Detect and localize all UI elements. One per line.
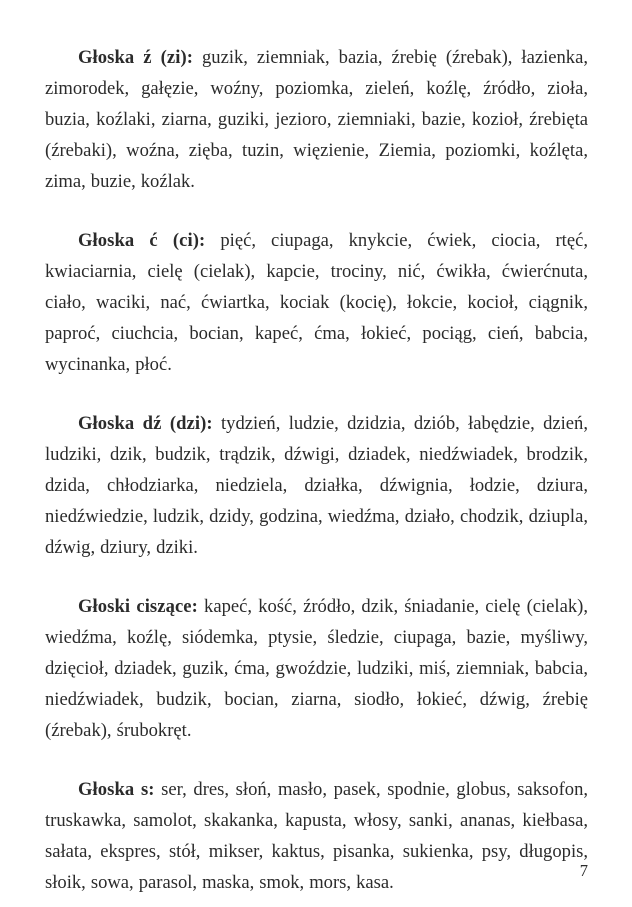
paragraph-body: ser, dres, słoń, masło, pasek, spodnie, globus, saksofon, truskawka, samolot, skakanka, kapusta, włosy, sanki, ananas, kiełbasa, sałata, ekspres, stół, mikser, kaktus, pisanka, sukienka, psy, długopis, słoik, sowa, parasol, maska, smok, mors, kasa. xyxy=(45,779,589,893)
paragraph-gloski-ciszace xyxy=(45,591,588,746)
paragraph-lead-in: Głoski ciszące: xyxy=(78,596,198,617)
paragraph-lead-in: Głoska ć (ci): xyxy=(78,230,206,251)
paragraph-gloska-dzi xyxy=(45,408,588,563)
paragraph-gloska-ci xyxy=(45,225,588,380)
paragraph-body: tydzień, ludzie, dzidzia, dziób, łabędzie, dzień, ludziki, dzik, budzik, trądzik, dźwigi, dziadek, niedźwiadek, brodzik, dzida, chłodziarka, niedziela, działka, dźwignia, łodzie, dziura, niedźwiedzie, ludzik, dzidy, godzina, wiedźma, działo, chodzik, dziupla, dźwig, dziury, dziki. xyxy=(45,413,588,558)
page-number: 7 xyxy=(579,860,588,880)
paragraph-lead-in: Głoska dź (dzi): xyxy=(78,413,213,434)
paragraph-body: kapeć, kość, źródło, dzik, śniadanie, cielę (cielak), wiedźma, koźlę, siódemka, ptysie, śledzie, ciupaga, bazie, myśliwy, dzięcioł, dziadek, guzik, ćma, gwoździe, ludziki, miś, ziemniak, babcia, niedźwiadek, budzik, bocian, ziarna, siodło, łokieć, dźwig, źrebię (źrebak), śrubokręt. xyxy=(45,596,588,741)
paragraph-body: guzik, ziemniak, bazia, źrebię (źrebak), łazienka, zimorodek, gałęzie, woźny, poziomka, zieleń, koźlę, źródło, zioła, buzia, koźlaki, ziarna, guziki, jezioro, ziemniaki, bazie, kozioł, źrebięta (źrebaki), woźna, zięba, tuzin, więzienie, Ziemia, poziomki, koźlęta, zima, buzie, koźlak. xyxy=(45,47,588,192)
paragraph-lead-in: Głoska ź (zi): xyxy=(78,47,194,68)
paragraph-body: pięć, ciupaga, knykcie, ćwiek, ciocia, rtęć, kwiaciarnia, cielę (cielak), kapcie, trociny, nić, ćwikła, ćwierćnuta, ciało, waciki, nać, ćwiartka, kociak (kocię), łokcie, kocioł, ciągnik, paproć, ciuchcia, bocian, kapeć, ćma, łokieć, pociąg, cień, babcia, wycinanka, płoć. xyxy=(45,230,588,375)
text-column xyxy=(45,42,588,898)
paragraph-gloska-zi xyxy=(45,42,588,197)
paragraph-gloska-s xyxy=(45,774,588,898)
paragraph-lead-in: Głoska s: xyxy=(78,779,155,800)
